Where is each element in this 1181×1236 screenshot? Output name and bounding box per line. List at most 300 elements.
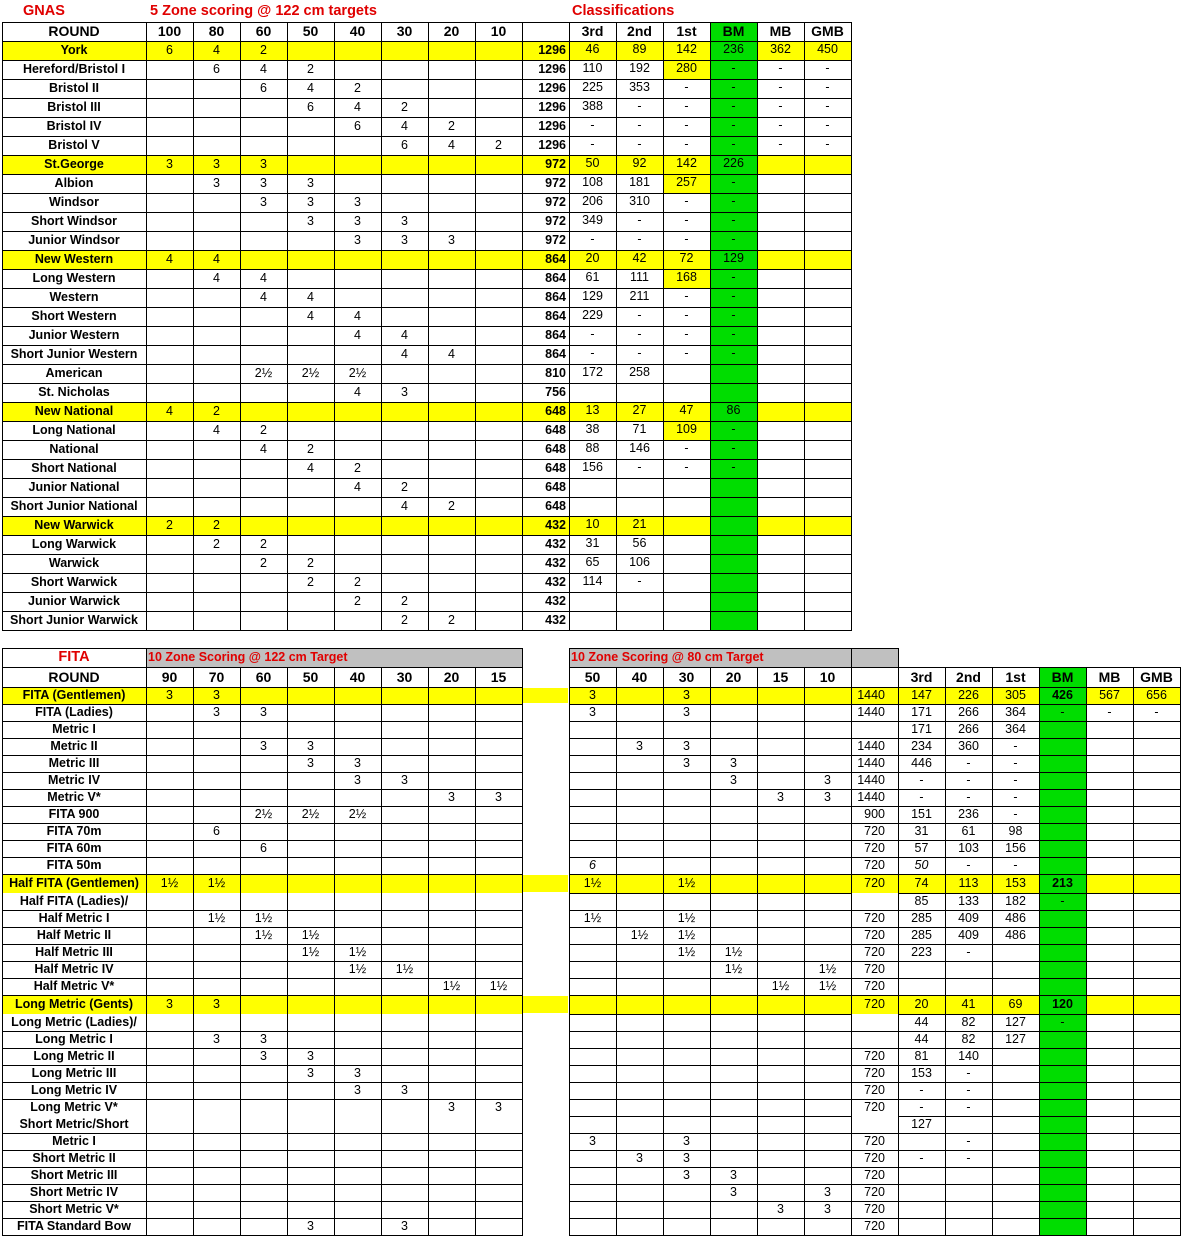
class-score: 486 (1005, 911, 1026, 925)
class-score: 129 (582, 289, 603, 303)
class-score: - (684, 137, 689, 151)
class-header: BM (1051, 669, 1074, 685)
distance-value: 4 (260, 442, 267, 456)
class-score: 211 (629, 289, 650, 303)
grid-line (240, 22, 241, 631)
grid-line (146, 22, 147, 631)
grid-line (569, 1082, 1181, 1083)
grid-line (2, 79, 852, 80)
grid-line (569, 1201, 1181, 1202)
grid-line (2, 1218, 523, 1219)
distance-value: 1½ (254, 911, 273, 925)
distance-value: 3 (448, 1100, 455, 1114)
grid-line (2, 648, 523, 649)
distance-value: 1½ (348, 962, 367, 976)
distance-header: 30 (396, 23, 413, 39)
round-name: Junior Windsor (28, 233, 120, 247)
class-score: 103 (958, 841, 979, 855)
max-score: 720 (864, 1066, 885, 1080)
round-name: Long Metric II (33, 1049, 115, 1063)
class-score: - (590, 346, 595, 360)
grid-line (569, 22, 570, 631)
grid-line (2, 648, 3, 668)
grid-line (381, 667, 382, 1236)
distance-value: 3 (213, 688, 220, 702)
max-score: 432 (545, 594, 566, 608)
round-name: Metric I (52, 722, 96, 736)
distance-value: 3 (307, 195, 314, 209)
max-score: 972 (545, 233, 566, 247)
distance-value: 1½ (630, 928, 649, 942)
class-score: - (637, 346, 642, 360)
class-score: - (966, 1083, 971, 1097)
grid-line (569, 978, 1181, 979)
round-name: FITA Standard Bow (17, 1219, 131, 1233)
distance-value: 3 (589, 1134, 596, 1148)
max-score: 864 (545, 328, 566, 342)
grid-line (710, 22, 711, 631)
grid-line (522, 648, 523, 668)
distance-value: 2 (401, 613, 408, 627)
class-score: 44 (914, 1015, 929, 1029)
class-score: 108 (582, 175, 603, 189)
round-name: National (49, 442, 99, 456)
class-score: 127 (911, 1117, 932, 1131)
round-name: Short Metric II (32, 1151, 116, 1165)
grid-line (2, 402, 852, 403)
class-score: 31 (914, 824, 929, 838)
grid-line (2, 592, 852, 593)
distance-header: 20 (443, 669, 460, 685)
max-score: 1440 (857, 756, 885, 770)
distance-value: 3 (636, 739, 643, 753)
class-score: 106 (629, 555, 650, 569)
grid-line (2, 440, 852, 441)
max-score: 864 (545, 309, 566, 323)
class-score: - (778, 137, 783, 151)
distance-value: 3 (213, 1032, 220, 1046)
grid-line (287, 22, 288, 631)
round-name: Long Metric (Gents) (14, 997, 134, 1011)
distance-value: 4 (401, 347, 408, 361)
round-name: FITA 70m (46, 824, 102, 838)
class-score: - (637, 327, 642, 341)
class-score: - (825, 118, 830, 132)
distance-value: 2 (307, 62, 314, 76)
class-score: 50 (914, 858, 929, 872)
class-score: 81 (914, 1049, 929, 1063)
grid-line (569, 927, 1181, 928)
grid-line (569, 910, 1181, 911)
class-score: 44 (914, 1032, 929, 1046)
distance-value: 3 (307, 1049, 314, 1063)
round-name: Warwick (48, 556, 100, 570)
grid-line (992, 667, 993, 1236)
class-score: - (684, 194, 689, 208)
grid-line (569, 1167, 1181, 1168)
grid-line (2, 1201, 523, 1202)
grid-line (2, 269, 852, 270)
distance-value: 2½ (254, 807, 273, 821)
grid-line (898, 667, 899, 1236)
distance-header: 20 (443, 23, 460, 39)
distance-value: 2 (213, 404, 220, 418)
class-score: - (684, 327, 689, 341)
grid-line (569, 772, 1181, 773)
grid-line (569, 667, 1181, 668)
grid-line (2, 1065, 523, 1066)
grid-line (2, 840, 523, 841)
distance-value: 3 (683, 705, 690, 719)
class-score: 446 (911, 756, 932, 770)
grid-line (2, 212, 852, 213)
max-score: 720 (864, 928, 885, 942)
class-score: 213 (1052, 876, 1073, 890)
distance-value: 3 (213, 705, 220, 719)
distance-header: 30 (396, 669, 413, 685)
distance-value: 3 (401, 214, 408, 228)
class-score: 111 (629, 270, 649, 284)
class-header: 2nd (956, 669, 981, 685)
class-score: 388 (582, 99, 603, 113)
class-score: 656 (1146, 688, 1167, 702)
distance-value: 3 (166, 157, 173, 171)
grid-line (2, 478, 852, 479)
distance-value: 3 (730, 773, 737, 787)
max-score: 432 (545, 518, 566, 532)
class-score: 285 (911, 928, 932, 942)
grid-line (2, 117, 852, 118)
class-score: 236 (958, 807, 979, 821)
distance-value: 2 (401, 594, 408, 608)
distance-value: 4 (354, 385, 361, 399)
class-score: - (1013, 739, 1018, 753)
class-score: - (684, 346, 689, 360)
round-name: St.George (44, 157, 104, 171)
class-score: - (731, 137, 736, 151)
class-score: 147 (911, 688, 932, 702)
distance-value: 4 (213, 43, 220, 57)
class-score: 20 (914, 997, 929, 1011)
distance-value: 3 (260, 739, 267, 753)
grid-line (663, 22, 664, 631)
distance-header: 15 (490, 669, 507, 685)
distance-value: 3 (354, 756, 361, 770)
max-score: 648 (545, 499, 566, 513)
class-score: - (966, 773, 971, 787)
grid-line (2, 516, 852, 517)
class-score: - (731, 422, 736, 436)
round-name: Long Metric III (31, 1066, 117, 1080)
distance-header: 60 (255, 669, 272, 685)
distance-value: 4 (213, 423, 220, 437)
grid-line (945, 667, 946, 1236)
distance-value: 4 (448, 347, 455, 361)
class-score: 171 (911, 722, 932, 736)
grid-line (2, 667, 3, 1236)
distance-value: 3 (307, 214, 314, 228)
grid-line (2, 995, 523, 996)
round-name: Metric V* (47, 790, 101, 804)
distance-value: 4 (166, 252, 173, 266)
grid-line (2, 231, 852, 232)
class-score: 71 (632, 422, 647, 436)
class-score: - (731, 289, 736, 303)
distance-value: 1½ (301, 928, 320, 942)
round-name: FITA 50m (46, 858, 102, 872)
distance-value: 6 (589, 858, 596, 872)
class-score: - (637, 99, 642, 113)
round-name: Short Warwick (30, 575, 118, 589)
max-score: 1296 (538, 81, 566, 95)
grid-line (2, 755, 523, 756)
class-header: 1st (1005, 669, 1026, 685)
class-header: GMB (811, 23, 844, 39)
grid-line (2, 1133, 523, 1134)
max-score: 1440 (857, 773, 885, 787)
round-name: Short Windsor (31, 214, 117, 228)
class-score: 86 (726, 403, 741, 417)
distance-value: 3 (824, 773, 831, 787)
grid-line (287, 667, 288, 1236)
row-highlight (523, 688, 568, 703)
distance-value: 4 (260, 290, 267, 304)
grid-line (569, 1099, 1181, 1100)
distance-value: 4 (307, 81, 314, 95)
grid-line (2, 250, 852, 251)
grid-line (569, 1031, 1181, 1032)
max-score: 864 (545, 347, 566, 361)
row-highlight (523, 996, 568, 1013)
grid-line (146, 648, 147, 668)
class-score: - (731, 61, 736, 75)
class-score: 61 (585, 270, 600, 284)
max-score: 972 (545, 195, 566, 209)
distance-value: 3 (213, 176, 220, 190)
distance-value: 3 (777, 790, 784, 804)
distance-value: 4 (448, 138, 455, 152)
distance-header: 90 (161, 669, 178, 685)
distance-header: 15 (772, 669, 789, 685)
round-name: Half Metric IV (34, 962, 114, 976)
distance-value: 2 (307, 442, 314, 456)
grid-line (2, 721, 523, 722)
round-name: Short Junior National (10, 499, 138, 513)
distance-value: 1½ (583, 876, 602, 890)
distance-header: 10 (819, 669, 836, 685)
class-score: 285 (911, 911, 932, 925)
distance-header: 20 (725, 669, 742, 685)
class-score: 88 (585, 441, 600, 455)
distance-value: 2 (166, 518, 173, 532)
distance-value: 2½ (301, 366, 320, 380)
class-score: 409 (958, 928, 979, 942)
class-header: 1st (676, 23, 697, 39)
class-score: 182 (1005, 894, 1026, 908)
max-score: 720 (864, 962, 885, 976)
grid-line (2, 383, 852, 384)
round-name: Long Metric (Ladies)/ (11, 1015, 137, 1029)
max-score: 864 (545, 290, 566, 304)
max-score: 864 (545, 271, 566, 285)
distance-value: 3 (730, 1168, 737, 1182)
grid-line (2, 738, 523, 739)
grid-line (2, 459, 852, 460)
gnas-title: GNAS (23, 3, 65, 19)
class-score: - (684, 232, 689, 246)
grid-line (475, 667, 476, 1236)
distance-value: 1½ (724, 962, 743, 976)
class-score: - (825, 99, 830, 113)
class-header: 3rd (910, 669, 933, 685)
distance-value: 2 (401, 100, 408, 114)
class-score: 31 (585, 536, 600, 550)
grid-line (1086, 667, 1087, 1236)
round-name: Half FITA (Ladies)/ (19, 894, 129, 908)
class-header: MB (1098, 669, 1121, 685)
class-score: 69 (1008, 997, 1023, 1011)
distance-value: 1½ (818, 979, 837, 993)
grid-line (569, 1218, 1181, 1219)
grid-line (569, 1133, 1181, 1134)
class-score: - (684, 441, 689, 455)
class-score: 10 (585, 517, 600, 531)
grid-line (522, 667, 523, 1236)
grid-line (475, 22, 476, 631)
class-score: 42 (632, 251, 647, 265)
distance-value: 3 (166, 688, 173, 702)
round-name: Metric III (48, 756, 100, 770)
grid-line (851, 648, 852, 668)
class-score: 229 (582, 308, 603, 322)
distance-value: 3 (401, 233, 408, 247)
class-score: 225 (582, 80, 603, 94)
grid-line (2, 155, 852, 156)
round-name: Windsor (49, 195, 99, 209)
grid-line (569, 704, 1181, 705)
distance-value: 3 (824, 790, 831, 804)
max-score: 810 (545, 366, 566, 380)
distance-value: 2 (260, 556, 267, 570)
grid-line (2, 22, 852, 23)
distance-value: 1½ (395, 962, 414, 976)
distance-value: 1½ (207, 876, 226, 890)
class-score: - (731, 270, 736, 284)
class-score: - (966, 790, 971, 804)
distance-value: 3 (307, 1066, 314, 1080)
distance-value: 3 (401, 773, 408, 787)
max-score: 720 (864, 1168, 885, 1182)
distance-value: 2 (448, 119, 455, 133)
class-score: 171 (911, 705, 932, 719)
class-score: 151 (911, 807, 932, 821)
class-score: 140 (958, 1049, 979, 1063)
distance-value: 3 (260, 1032, 267, 1046)
class-score: - (590, 118, 595, 132)
class-score: 168 (676, 270, 697, 284)
distance-value: 4 (307, 461, 314, 475)
distance-value: 1½ (677, 911, 696, 925)
max-score: 720 (864, 1202, 885, 1216)
round-name: Albion (54, 176, 94, 190)
distance-value: 3 (166, 997, 173, 1011)
class-score: - (684, 213, 689, 227)
distance-header: 40 (349, 23, 366, 39)
class-score: 364 (1005, 705, 1026, 719)
max-score: 720 (864, 876, 885, 890)
class-score: - (731, 99, 736, 113)
class-score: - (637, 213, 642, 227)
class-score: 362 (770, 42, 791, 56)
class-score: 98 (1008, 824, 1023, 838)
round-name: Short Metric V* (29, 1202, 119, 1216)
distance-value: 3 (401, 385, 408, 399)
round-name: Long Warwick (31, 537, 117, 551)
distance-value: 3 (354, 195, 361, 209)
grid-line (2, 687, 523, 688)
class-score: - (919, 1083, 924, 1097)
distance-value: 4 (354, 328, 361, 342)
grid-line (334, 667, 335, 1236)
class-score: 226 (723, 156, 744, 170)
distance-value: 3 (448, 233, 455, 247)
distance-header: 40 (349, 669, 366, 685)
max-score: 972 (545, 214, 566, 228)
max-score: 648 (545, 461, 566, 475)
class-score: - (731, 213, 736, 227)
round-name: Bristol V (48, 138, 100, 152)
round-name: Long Metric V* (30, 1100, 118, 1114)
class-score: 129 (723, 251, 744, 265)
grid-line (193, 22, 194, 631)
distance-value: 4 (354, 480, 361, 494)
grid-line (569, 1150, 1181, 1151)
round-name: Junior Western (28, 328, 120, 342)
class-score: - (731, 118, 736, 132)
distance-value: 2 (213, 537, 220, 551)
grid-line (428, 667, 429, 1236)
distance-value: 3 (683, 1151, 690, 1165)
grid-line (710, 667, 711, 1236)
class-score: - (684, 308, 689, 322)
grid-line (522, 22, 523, 631)
class-score: - (1013, 773, 1018, 787)
round-name: Half FITA (Gentlemen) (9, 876, 139, 890)
class-score: 156 (1005, 841, 1026, 855)
class-score: 223 (911, 945, 932, 959)
class-score: - (1107, 705, 1112, 719)
distance-value: 6 (260, 81, 267, 95)
grid-line (2, 1031, 523, 1032)
distance-value: 4 (307, 309, 314, 323)
distance-value: 3 (636, 1151, 643, 1165)
round-name: Bristol IV (46, 119, 102, 133)
distance-value: 2 (260, 43, 267, 57)
distance-value: 1½ (348, 945, 367, 959)
distance-value: 3 (260, 157, 267, 171)
max-score: 864 (545, 252, 566, 266)
class-score: 257 (676, 175, 697, 189)
distance-header: 10 (490, 23, 507, 39)
class-score: 567 (1099, 688, 1120, 702)
max-score: 1440 (857, 688, 885, 702)
distance-value: 2 (307, 556, 314, 570)
class-score: - (1060, 894, 1065, 908)
round-name: New National (34, 404, 114, 418)
class-score: 92 (632, 156, 647, 170)
class-score: - (966, 1066, 971, 1080)
distance-value: 1½ (677, 876, 696, 890)
